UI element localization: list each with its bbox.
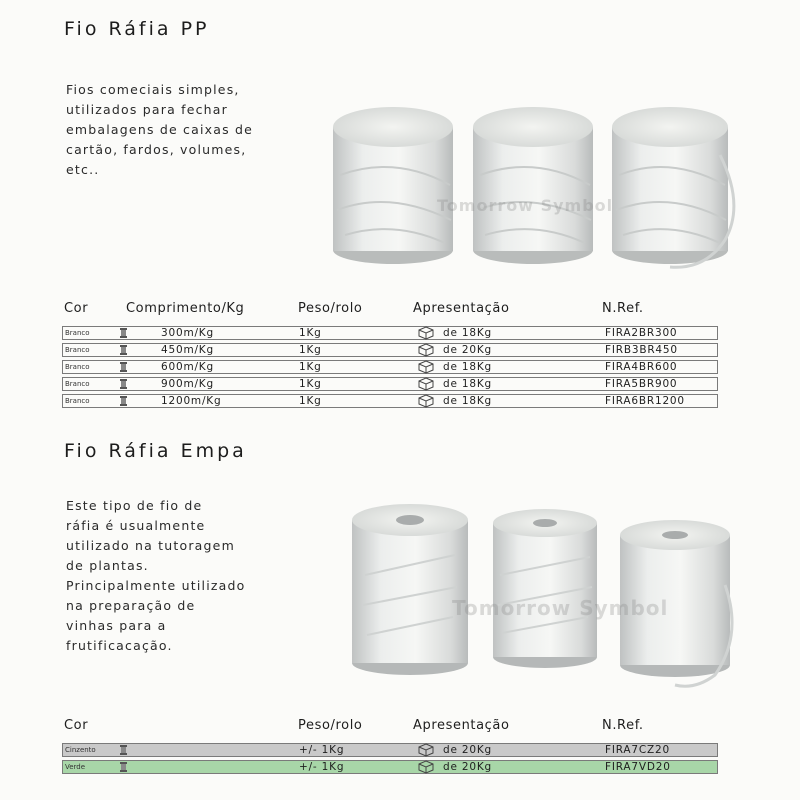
header-peso: Peso/rolo bbox=[298, 301, 363, 316]
cell-nref: FIRA6BR1200 bbox=[605, 395, 685, 407]
cell-cor: Verde bbox=[65, 763, 86, 771]
table-row bbox=[62, 743, 718, 757]
box-icon bbox=[418, 377, 434, 391]
section2-watermark: Tomorrow Symbol bbox=[452, 596, 669, 620]
cell-nref: FIRA4BR600 bbox=[605, 361, 678, 373]
header-cor: Cor bbox=[64, 301, 89, 316]
table-row bbox=[62, 360, 718, 374]
cell-apresentacao: de 20Kg bbox=[443, 344, 492, 356]
spool-icon bbox=[119, 328, 128, 338]
section1-description: Fios comeciais simples, utilizados para fechar embalagens de caixas de cartão, fardos, volumes, etc.. bbox=[66, 82, 253, 177]
rafia-empa-rolls-image bbox=[345, 495, 745, 695]
spool-icon bbox=[119, 396, 128, 406]
header-nref: N.Ref. bbox=[602, 301, 644, 316]
section1-watermark: Tomorrow Symbol bbox=[437, 196, 614, 215]
cell-nref: FIRA7CZ20 bbox=[605, 744, 670, 756]
cell-cor: Branco bbox=[65, 346, 90, 354]
section1-title: Fio Ráfia PP bbox=[64, 18, 210, 40]
table-row bbox=[62, 377, 718, 391]
box-icon bbox=[418, 343, 434, 357]
cell-cor: Branco bbox=[65, 363, 90, 371]
cell-apresentacao: de 18Kg bbox=[443, 361, 492, 373]
header-apresentacao: Apresentação bbox=[413, 301, 510, 316]
roll-1 bbox=[333, 107, 453, 264]
cell-peso: 1Kg bbox=[299, 378, 322, 390]
cell-cor: Cinzento bbox=[65, 746, 96, 754]
cell-apresentacao: de 18Kg bbox=[443, 327, 492, 339]
cell-cor: Branco bbox=[65, 380, 90, 388]
section2-description: Este tipo de fio de ráfia é usualmente utilizado na tutoragem de plantas. Principalmente utilizado na preparação de vinhas para a frutificacação. bbox=[66, 498, 246, 653]
cell-nref: FIRA2BR300 bbox=[605, 327, 678, 339]
rafia-pp-rolls-image bbox=[325, 95, 750, 290]
spool-icon bbox=[119, 762, 128, 772]
header-comprimento: Comprimento/Kg bbox=[126, 301, 245, 316]
cell-nref: FIRB3BR450 bbox=[605, 344, 678, 356]
header-peso: Peso/rolo bbox=[298, 718, 363, 733]
header-cor: Cor bbox=[64, 718, 89, 733]
table-row bbox=[62, 760, 718, 774]
section2-title: Fio Ráfia Empa bbox=[64, 440, 247, 462]
header-apresentacao: Apresentação bbox=[413, 718, 510, 733]
roll-3 bbox=[612, 107, 734, 267]
roll-2 bbox=[493, 509, 597, 668]
roll-2 bbox=[473, 107, 593, 264]
cell-peso: +/- 1Kg bbox=[299, 761, 345, 773]
roll-1 bbox=[352, 504, 468, 675]
spool-icon bbox=[119, 379, 128, 389]
cell-nref: FIRA7VD20 bbox=[605, 761, 671, 773]
box-icon bbox=[418, 360, 434, 374]
cell-comprimento: 600m/Kg bbox=[161, 361, 214, 373]
cell-peso: 1Kg bbox=[299, 395, 322, 407]
cell-peso: 1Kg bbox=[299, 327, 322, 339]
cell-cor: Branco bbox=[65, 397, 90, 405]
cell-comprimento: 1200m/Kg bbox=[161, 395, 222, 407]
cell-comprimento: 450m/Kg bbox=[161, 344, 214, 356]
cell-apresentacao: de 20Kg bbox=[443, 744, 492, 756]
cell-apresentacao: de 20Kg bbox=[443, 761, 492, 773]
spool-icon bbox=[119, 345, 128, 355]
table-row bbox=[62, 394, 718, 408]
table-row bbox=[62, 326, 718, 340]
cell-comprimento: 300m/Kg bbox=[161, 327, 214, 339]
cell-apresentacao: de 18Kg bbox=[443, 378, 492, 390]
cell-apresentacao: de 18Kg bbox=[443, 395, 492, 407]
cell-cor: Branco bbox=[65, 329, 90, 337]
cell-peso: +/- 1Kg bbox=[299, 744, 345, 756]
box-icon bbox=[418, 743, 434, 757]
spool-icon bbox=[119, 362, 128, 372]
box-icon bbox=[418, 760, 434, 774]
cell-peso: 1Kg bbox=[299, 361, 322, 373]
cell-nref: FIRA5BR900 bbox=[605, 378, 678, 390]
spool-icon bbox=[119, 745, 128, 755]
header-nref: N.Ref. bbox=[602, 718, 644, 733]
box-icon bbox=[418, 326, 434, 340]
cell-peso: 1Kg bbox=[299, 344, 322, 356]
box-icon bbox=[418, 394, 434, 408]
table-row bbox=[62, 343, 718, 357]
cell-comprimento: 900m/Kg bbox=[161, 378, 214, 390]
